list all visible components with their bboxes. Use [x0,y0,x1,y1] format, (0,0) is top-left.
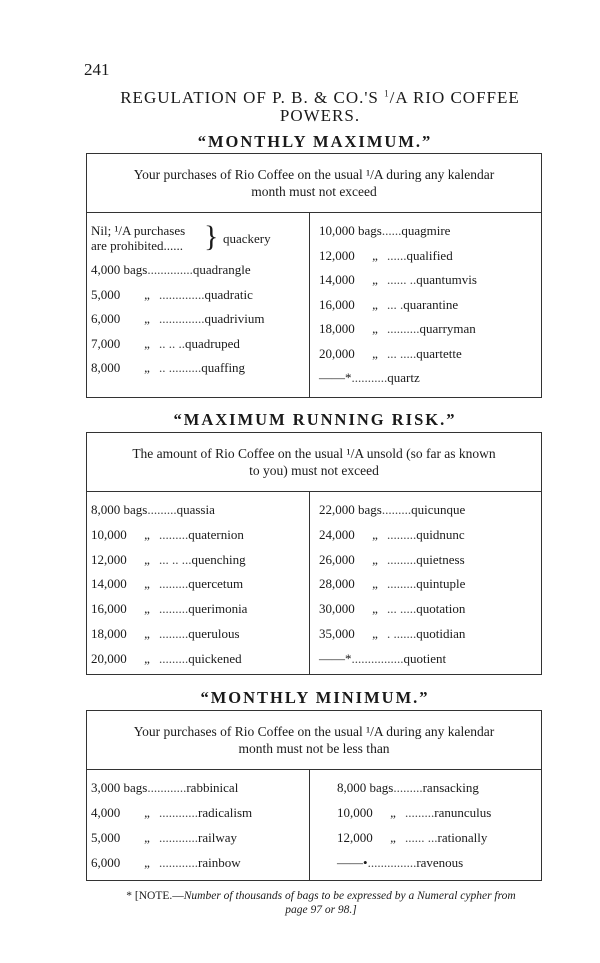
code-word: quartette [416,345,462,361]
quantity: 26,000 [319,551,355,567]
table-row [91,780,238,796]
title-text-a: REGULATION OF P. B. & CO.'S [120,88,379,107]
table-row [91,830,237,846]
quantity: 16,000 [91,601,127,617]
table-row [91,502,215,518]
ditto-mark: „ [144,626,150,641]
quantity: 12,000 [91,551,127,567]
desc-line1: The amount of Rio Coffee on the usual ¹/A unsold (so far as known [132,446,496,461]
quantity: 20,000 [91,650,127,666]
quantity: 7,000 [91,335,121,351]
table-row [91,576,243,592]
desc-line2: month must not exceed [251,184,377,199]
divider [87,491,541,492]
table-row [319,552,465,568]
table-row [91,311,264,327]
table-row [91,601,247,617]
leader-dots: ......... [159,576,189,592]
code-word: rationally [437,830,488,845]
leader-dots: ...... ... [405,830,438,845]
page-title [60,88,580,108]
leader-dots: ............ [159,855,198,870]
code-word: quaternion [188,526,244,542]
ditto-mark: „ [144,360,150,375]
quantity: 16,000 [319,296,355,312]
section-heading-max-running-risk: “MAXIMUM RUNNING RISK.” [173,410,457,429]
leader-dots: .............. [147,262,193,277]
desc-line2: to you) must not exceed [249,463,379,478]
leader-dots: ......... [159,626,189,641]
leader-dots: ... ..... [387,345,417,361]
code-word: querimonia [188,601,248,617]
quantity: 18,000 [91,626,127,641]
code-word: railway [198,830,237,845]
nil-line1: Nil; ¹/A purchases [91,223,186,238]
ditto-mark: „ [372,247,378,263]
leader-dots: ...... [381,223,402,238]
table-row [91,855,241,871]
table-row [337,780,479,796]
quantity: 20,000 [319,345,355,361]
leader-dots: .. .. .. [159,335,185,351]
quantity: 14,000 [91,576,127,592]
code-word: quaffing [201,360,246,375]
page-number: 241 [84,60,110,79]
table-row [91,287,253,303]
quantity: 8,000 bags [91,502,148,517]
ditto-mark: „ [144,601,150,617]
quantity: 35,000 [319,626,355,641]
quantity: 10,000 [337,805,373,820]
code-word: qualified [406,247,453,263]
code-word: quartz [387,370,420,385]
leader-dots: ......... [387,576,417,592]
code-word: ravenous [416,855,464,870]
quantity: 3,000 bags [91,780,148,795]
monthly-minimum-table [86,710,542,881]
brace-icon: } [204,220,219,253]
ditto-mark: „ [372,272,378,287]
code-word: ransacking [422,780,479,795]
table-row [91,336,240,352]
code-word: radicalism [198,805,253,820]
table-row [319,527,465,543]
leader-dots: ......... [393,780,423,795]
code-word: quietness [416,551,465,567]
column-divider [309,491,310,675]
table-row [319,651,446,667]
footnote [86,889,556,917]
code-word: ranunculus [434,805,492,820]
code-word: quenching [191,551,246,567]
leader-dots: ........... [351,370,388,385]
quantity: 5,000 [91,830,121,845]
table-row [319,272,477,288]
quantity: 4,000 bags [91,262,148,277]
leader-dots: ...... [387,247,407,263]
quantity: 6,000 [91,311,121,326]
code-word: quadruped [185,335,240,351]
title-fraction: $^1$/A [384,88,408,107]
table-row [319,370,420,386]
quantity: 12,000 [319,247,355,263]
quantity: 22,000 bags [319,502,382,517]
quantity: 28,000 [319,576,355,592]
leader-dots: ......... [405,805,435,820]
leader-dots: ... . [387,296,404,312]
table-row [91,805,252,821]
title-text-b: RIO COFFEE [412,88,520,107]
nil-line2: are prohibited...... [91,238,184,253]
code-word: quadratic [204,286,253,302]
table-row [319,626,465,642]
table-row [91,360,245,376]
leader-dots: . ....... [387,626,417,641]
leader-dots: .. .......... [159,360,202,375]
quantity: 5,000 [91,286,121,302]
quantity: 10,000 [91,526,127,542]
leader-dots: ......... [387,526,417,542]
leader-dots: ............ [159,830,198,845]
footnote-prefix: * [NOTE.— [126,890,184,902]
section-heading-monthly-minimum: “MONTHLY MINIMUM.” [200,688,430,707]
ditto-mark: „ [144,335,150,351]
ditto-mark: „ [144,311,150,326]
table-row [91,552,246,568]
quantity: 6,000 [91,855,121,870]
table-row [319,223,450,239]
table-row [319,576,465,592]
quantity: 18,000 [319,321,355,336]
ditto-mark: „ [372,345,378,361]
leader-dots: .............. [159,311,205,326]
ditto-mark: „ [144,551,150,567]
table-row [91,262,251,278]
code-word: quickened [188,650,242,666]
code-word: quotient [403,650,447,666]
leader-dots: ............... [367,855,417,870]
code-word: quotidian [416,626,466,641]
code-word: quadrivium [204,311,265,326]
leader-dots: ...... .. [387,272,417,287]
code-word: quarryman [419,321,476,336]
ditto-mark: „ [144,286,150,302]
table-row [91,651,242,667]
code-word: quintuple [416,576,466,592]
quantity: ——• [337,855,368,870]
table-row [91,626,240,642]
leader-dots: ................ [351,650,404,666]
column-divider [309,212,310,398]
ditto-mark: „ [390,830,396,845]
table-row [319,297,458,313]
max-running-risk-table [86,432,542,675]
column-divider [309,769,310,881]
section-heading-monthly-maximum: “MONTHLY MAXIMUM.” [197,132,433,151]
ditto-mark: „ [144,650,150,666]
quantity: 8,000 [91,360,121,375]
quantity: 4,000 [91,805,121,820]
table-row [319,601,465,617]
footnote-line1: Number of thousands of bags to be expressed by a Numeral cypher from [183,890,516,902]
ditto-mark: „ [372,526,378,542]
table-row [337,855,463,871]
table-row [337,830,487,846]
leader-dots: ............ [159,805,198,820]
table-row [91,527,244,543]
leader-dots: ......... [381,502,412,517]
ditto-mark: „ [144,526,150,542]
quantity: ——* [319,370,352,385]
ditto-mark: „ [390,805,396,820]
code-word: rainbow [198,855,241,870]
leader-dots: ......... [147,502,177,517]
leader-dots: ............ [147,780,187,795]
code-word: quidnunc [416,526,465,542]
table-row [319,346,462,362]
quantity: 10,000 bags [319,223,382,238]
leader-dots: .............. [159,286,205,302]
footnote-line2: page 97 or 98.] [285,904,357,916]
quantity: 12,000 [337,830,373,845]
code-word: quicunque [411,502,466,517]
code-word: quassia [176,502,215,517]
table-row [319,248,453,264]
ditto-mark: „ [372,626,378,641]
ditto-mark: „ [372,601,378,617]
leader-dots: ... ..... [387,601,417,617]
leader-dots: ......... [159,526,189,542]
leader-dots: .......... [387,321,420,336]
ditto-mark: „ [144,805,150,820]
nil-word: quackery [223,231,271,246]
desc-line1: Your purchases of Rio Coffee on the usual ¹/A during any kalendar [133,724,495,739]
leader-dots: ... .. ... [159,551,192,567]
code-word: querulous [188,626,240,641]
divider [87,769,541,770]
code-word: quadrangle [192,262,251,277]
ditto-mark: „ [144,576,150,592]
table-row [319,502,465,518]
code-word: quagmire [401,223,451,238]
quantity: 8,000 bags [337,780,394,795]
code-word: quercetum [188,576,244,592]
desc-line1: Your purchases of Rio Coffee on the usual ¹/A during any kalendar [133,167,495,182]
ditto-mark: „ [144,830,150,845]
leader-dots: ......... [159,601,189,617]
page-title-line2: POWERS. [279,106,361,125]
code-word: quantumvis [416,272,477,287]
code-word: rabbinical [186,780,239,795]
monthly-maximum-table [86,153,542,398]
quantity: 30,000 [319,601,355,617]
ditto-mark: „ [372,296,378,312]
ditto-mark: „ [372,576,378,592]
ditto-mark: „ [144,855,150,870]
desc-line2: month must not be less than [238,741,390,756]
divider [87,212,541,213]
quantity: 24,000 [319,526,355,542]
ditto-mark: „ [372,551,378,567]
quantity: 14,000 [319,272,355,287]
code-word: quotation [416,601,466,617]
leader-dots: ......... [387,551,417,567]
leader-dots: ......... [159,650,189,666]
code-word: quarantine [403,296,459,312]
table-row [337,805,491,821]
table-row [319,321,476,337]
quantity: ——* [319,650,352,666]
ditto-mark: „ [372,321,378,336]
